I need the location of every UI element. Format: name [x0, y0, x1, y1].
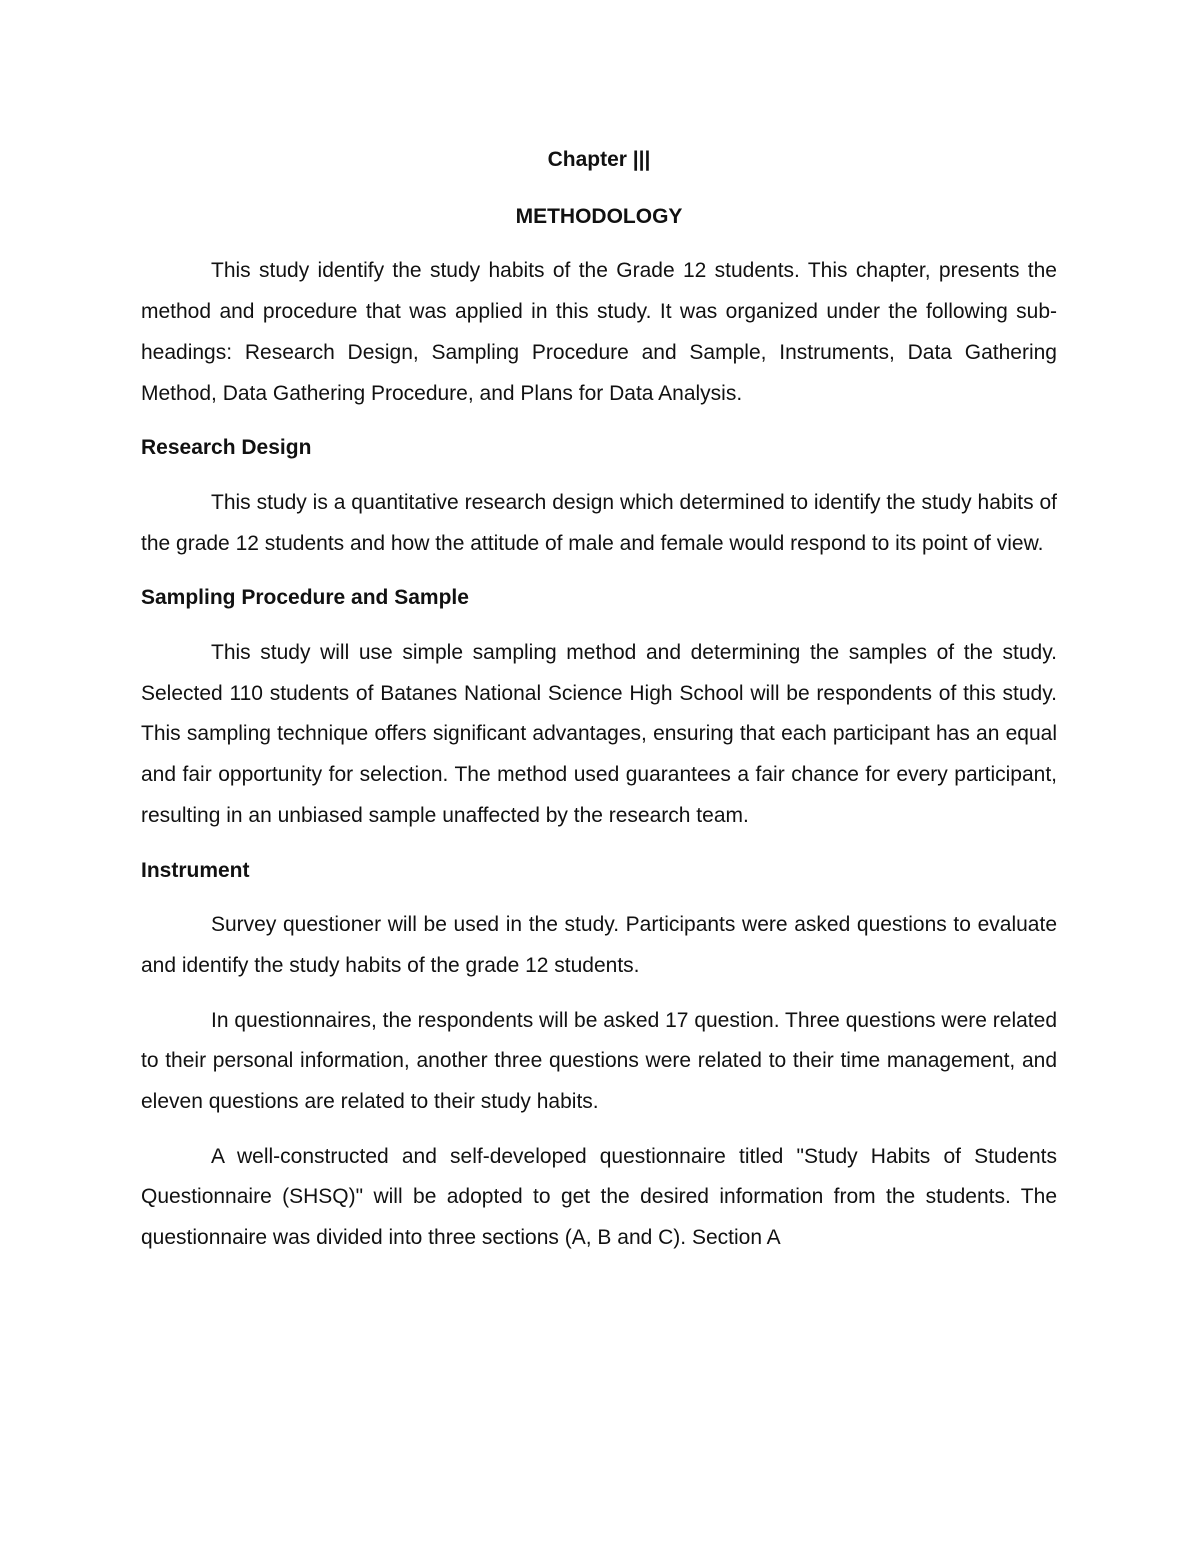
instrument-heading: Instrument	[141, 858, 250, 882]
sampling-heading: Sampling Procedure and Sample	[141, 586, 469, 610]
instrument-paragraph-1: Survey questioner will be used in the study. Participants were asked questions to evaluate and identify the study habits of the grade 12 students.	[141, 913, 1057, 977]
research-design-heading: Research Design	[141, 436, 312, 460]
research-design-paragraph: This study is a quantitative research design which determined to identify the study habits of the grade 12 students and how the attitude of male and female would respond to its point of view.	[141, 490, 1057, 555]
instrument-paragraph-2: In questionnaires, the respondents will be asked 17 question. Three questions were related to their personal information, another three questions were related to their time management, and eleven questions are related to their study habits.	[141, 1008, 1057, 1114]
document-page	[141, 140, 1057, 1259]
section-title: METHODOLOGY	[515, 204, 683, 228]
intro-paragraph: This study identify the study habits of the Grade 12 students. This chapter, presents the method and procedure that was applied in this study. It was organized under the following sub-headings: Research Design, Sampling Procedure and Sample, Instruments, Data Gathering Method, Data Gathering Procedure, and Plans for Data Analysis.	[141, 259, 1057, 405]
chapter-title: Chapter |||	[547, 148, 651, 171]
instrument-paragraph-3: A well-constructed and self-developed questionnaire titled "Study Habits of Students Questionnaire (SHSQ)" will be adopted to get the desired information from the students. The questionnaire was divided into three sections (A, B and C). Section A	[141, 1144, 1057, 1250]
sampling-paragraph: This study will use simple sampling method and determining the samples of the study. Selected 110 students of Batanes National Science High School will be respondents of this study. This sampling technique offers significant advantages, ensuring that each participant has an equal and fair opportunity for selection. The method used guarantees a fair chance for every participant, resulting in an unbiased sample unaffected by the research team.	[141, 641, 1057, 827]
